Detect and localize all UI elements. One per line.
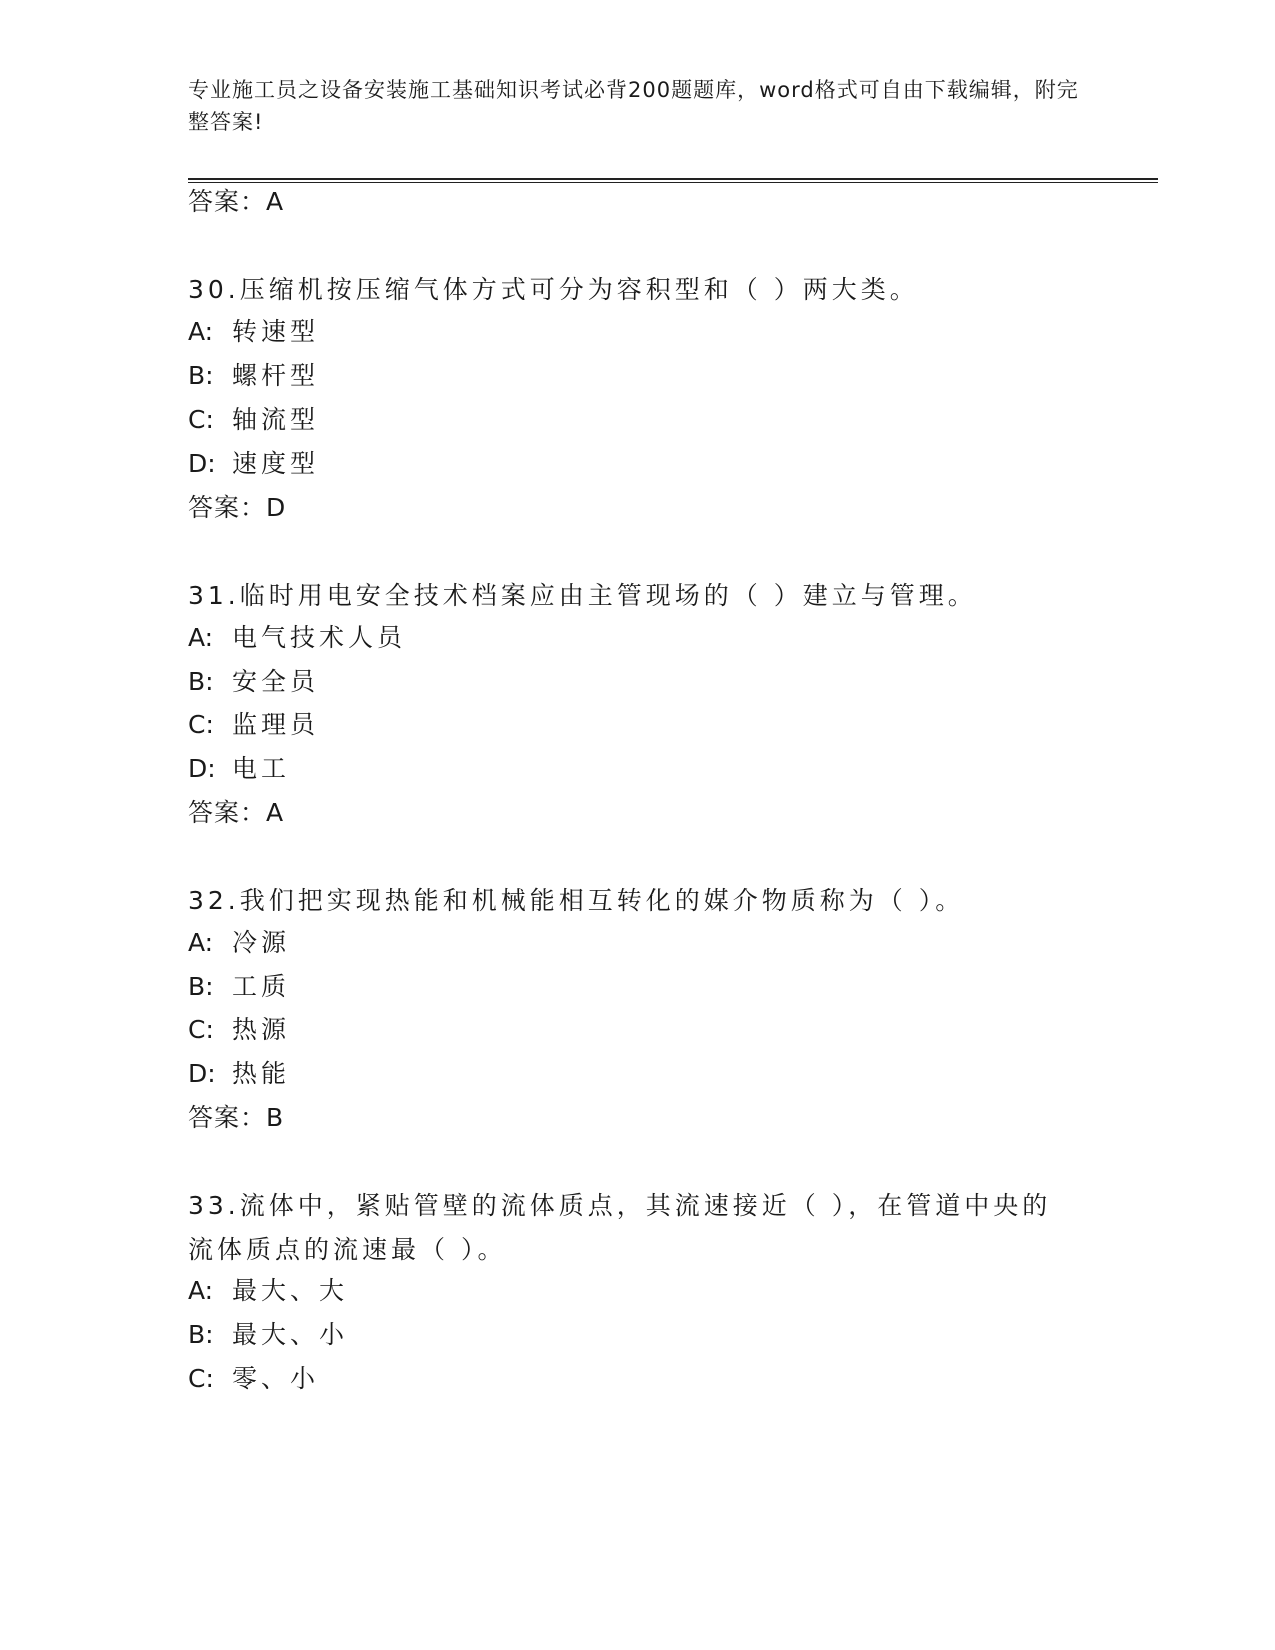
question-stem-continued: 流体质点的流速最（ ）。	[188, 1235, 507, 1264]
document-header: 专业施工员之设备安装施工基础知识考试必背200题题库，word格式可自由下载编辑，附完整答案!	[188, 78, 1079, 134]
option-text: 电气技术人员	[232, 623, 407, 652]
option-text: 工质	[232, 972, 291, 1001]
option-b	[188, 969, 290, 1005]
option-c	[188, 402, 319, 438]
option-b	[188, 1317, 348, 1353]
question-stem: 30.压缩机按压缩气体方式可分为容积型和（ ）两大类。	[188, 275, 919, 304]
option-c	[188, 707, 319, 743]
option-c	[188, 1361, 319, 1397]
option-letter: B:	[188, 667, 214, 696]
option-text: 轴流型	[232, 405, 320, 434]
option-letter: A:	[188, 1276, 214, 1305]
option-letter: C:	[188, 1364, 214, 1393]
option-letter: C:	[188, 710, 214, 739]
option-letter: C:	[188, 1015, 214, 1044]
option-letter: B:	[188, 1320, 214, 1349]
option-text: 热能	[232, 1059, 291, 1088]
option-d	[188, 751, 290, 787]
option-letter: D:	[188, 449, 216, 478]
option-letter: B:	[188, 972, 214, 1001]
answer-line: 答案：B	[188, 1103, 285, 1132]
option-text: 冷源	[232, 928, 291, 957]
option-text: 热源	[232, 1015, 291, 1044]
answer-line: 答案：A	[188, 798, 285, 827]
option-a	[188, 925, 290, 961]
question-stem: 31.临时用电安全技术档案应由主管现场的（ ）建立与管理。	[188, 581, 977, 610]
option-letter: D:	[188, 754, 216, 783]
option-text: 监理员	[232, 710, 320, 739]
option-a	[188, 620, 406, 656]
option-text: 最大、大	[232, 1276, 349, 1305]
option-text: 电工	[232, 754, 291, 783]
option-text: 零、小	[232, 1364, 320, 1393]
option-letter: D:	[188, 1059, 216, 1088]
option-text: 螺杆型	[232, 361, 320, 390]
question-stem: 32.我们把实现热能和机械能相互转化的媒介物质称为（ ）。	[188, 886, 965, 915]
answer-line: 答案：D	[188, 493, 287, 522]
option-d	[188, 446, 319, 482]
option-text: 最大、小	[232, 1320, 349, 1349]
header-divider	[188, 178, 1158, 183]
option-letter: A:	[188, 317, 214, 346]
option-letter: A:	[188, 928, 214, 957]
option-a	[188, 314, 319, 350]
option-letter: C:	[188, 405, 214, 434]
option-b	[188, 664, 319, 700]
option-letter: B:	[188, 361, 214, 390]
option-letter: A:	[188, 623, 214, 652]
option-text: 速度型	[232, 449, 320, 478]
question-stem: 33.流体中，紧贴管壁的流体质点，其流速接近（ ），在管道中央的	[188, 1191, 1052, 1220]
answer-line: 答案：A	[188, 187, 285, 216]
option-text: 安全员	[232, 667, 320, 696]
option-b	[188, 358, 319, 394]
option-c	[188, 1012, 290, 1048]
option-d	[188, 1056, 290, 1092]
option-text: 转速型	[232, 317, 320, 346]
option-a	[188, 1273, 348, 1309]
